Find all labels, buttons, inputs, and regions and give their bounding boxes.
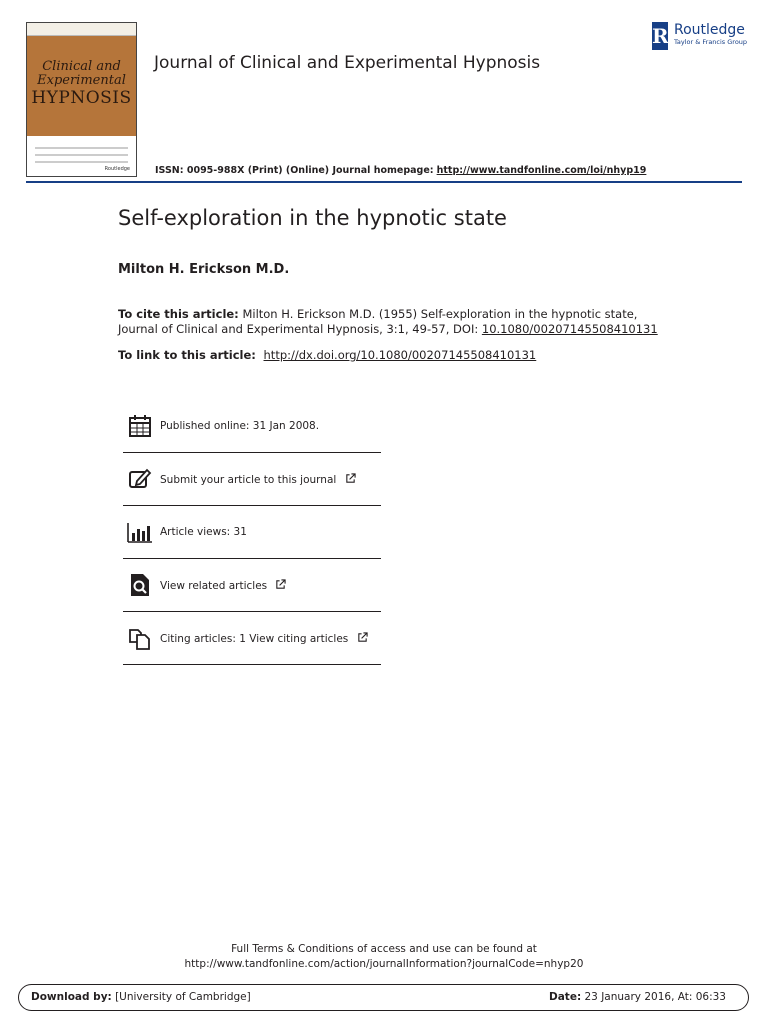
publisher-logo [652,22,747,50]
article-views: Article views: 31 [160,526,247,538]
views-row [123,506,381,559]
article-info-list [123,400,381,665]
issn-text: ISSN: 0095-988X (Print) (Online) Journal homepage: [155,165,434,176]
edit-icon [127,466,153,492]
cover-line-2: Experimental [37,73,126,88]
cover-line-1: Clinical and [42,59,121,74]
publisher-subtitle: Taylor & Francis Group [674,38,748,46]
cover-line-3: HYPNOSIS [31,88,132,108]
calendar-icon [127,413,153,439]
external-link-icon [275,579,286,590]
published-row [123,400,381,453]
journal-cover-image [26,22,137,177]
published-date: Published online: 31 Jan 2008. [160,420,320,432]
cite-text: Milton H. Erickson M.D. (1955) Self-exploration in the hypnotic state, Journal of Clinical and Experimental Hypnosis, 3:1, 49-57, DOI: [118,307,638,336]
terms-url[interactable]: http://www.tandfonline.com/action/journalInformation?journalCode=nhyp20 [184,958,584,970]
journal-homepage-link[interactable]: http://www.tandfonline.com/loi/nhyp19 [436,165,647,176]
journal-title: Journal of Clinical and Experimental Hypnosis [154,53,541,73]
terms-notice [0,942,768,972]
download-info-bar [18,984,749,1011]
citing-row[interactable] [123,612,381,665]
related-articles-link[interactable]: View related articles [160,579,268,592]
related-row[interactable] [123,559,381,612]
article-link [118,348,536,362]
link-label: To link to this article: [118,348,256,362]
citation [118,307,663,337]
article-author: Milton H. Erickson M.D. [118,262,290,277]
date-label: Date: [549,991,582,1003]
download-label: Download by: [31,991,112,1003]
search-document-icon [127,572,153,598]
external-link-icon [357,632,368,643]
header-divider [26,181,742,183]
terms-line-1: Full Terms & Conditions of access and use can be found at [231,943,537,955]
issn-line [155,165,646,176]
submit-row[interactable] [123,453,381,506]
date-value: 23 January 2016, At: 06:33 [584,991,726,1003]
external-link-icon [345,473,356,484]
cite-label: To cite this article: [118,307,239,321]
cover-publisher: Routledge [104,166,130,172]
download-value: [University of Cambridge] [115,991,251,1003]
article-doi-url[interactable]: http://dx.doi.org/10.1080/00207145508410131 [263,348,537,362]
publisher-name: Routledge [674,22,745,38]
routledge-logo-icon: R [652,24,669,48]
citing-articles-icon [127,625,153,651]
submit-article-link[interactable]: Submit your article to this journal [160,473,337,486]
citing-articles-link[interactable]: Citing articles: 1 View citing articles [160,632,349,645]
cite-doi-link[interactable]: 10.1080/00207145508410131 [481,322,658,336]
bar-chart-icon [127,519,153,545]
article-title: Self-exploration in the hypnotic state [118,206,507,230]
